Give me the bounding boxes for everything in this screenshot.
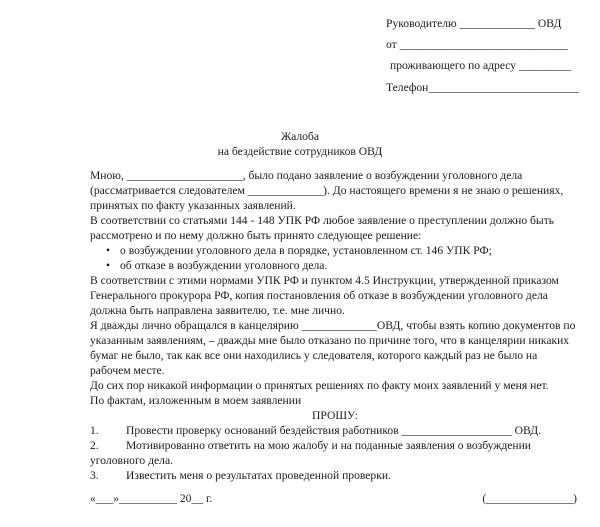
addressee-block <box>386 16 586 101</box>
bullet-item-2 <box>90 258 580 273</box>
request-item-1 <box>90 423 580 438</box>
request-item-2 <box>90 438 580 468</box>
item-number: 3. <box>90 469 99 482</box>
paragraph-5: До сих пор никакой информации о принятых решениях по факту моих заявлений у меня нет. <box>90 379 549 392</box>
item-number: 1. <box>90 424 99 437</box>
footer <box>90 491 585 507</box>
date-line: «___»__________ 20__ г. <box>90 492 213 505</box>
bullet-icon: • <box>106 244 111 257</box>
paragraph-1: Мною, ____________________, было подано заявление о возбуждении уголовного дела (рассматривается следователем _____________). До настоящего времени я не знаю о решениях, принятых по факту указанных заявлений. <box>90 169 564 212</box>
document-body <box>90 168 580 483</box>
document-title <box>0 129 600 159</box>
paragraph-6: По фактам, изложенным в моем заявлении <box>90 394 302 407</box>
request-item-3 <box>90 468 580 483</box>
phone-line: Телефон__________________________ <box>386 81 580 94</box>
item-text: Провести проверку оснований бездействия работников ___________________ ОВД. <box>126 424 542 437</box>
bullet-icon: • <box>106 259 111 272</box>
item-text: Известить меня о результатах проведенной проверки. <box>126 469 391 482</box>
bullet-text: о возбуждении уголовного дела в порядке, установленном ст. 146 УПК РФ; <box>120 244 492 257</box>
address-line: проживающего по адресу _________ <box>390 59 572 72</box>
paragraph-2: В соответствии со статьями 144 - 148 УПК РФ любое заявление о преступлении должно быть рассмотрено и по нему должно быть принято следующее решение: <box>90 214 555 242</box>
title-line-1: Жалоба <box>281 130 319 143</box>
bullet-item-1 <box>90 243 580 258</box>
item-number: 2. <box>90 439 99 452</box>
signature-line: (_______________) <box>482 492 577 505</box>
addressee-line: Руководителю _____________ ОВД <box>386 17 562 30</box>
paragraph-3: В соответствии с этими нормами УПК РФ и пунктом 4.5 Инструкции, утвержденной приказом Генерального прокурора РФ, копия постановления об отказе в возбуждении уголовного дела должна быть направлена заявителю, т.е. мне лично. <box>90 274 559 317</box>
from-line: от _____________________________ <box>386 38 568 51</box>
bullet-text: об отказе в возбуждении уголовного дела. <box>120 259 328 272</box>
request-heading: ПРОШУ: <box>311 409 359 422</box>
item-text: Мотивированно ответить на мою жалобу и на поданные заявления о возбуждении уголовного дела. <box>90 439 531 467</box>
paragraph-4: Я дважды лично обращался в канцелярию _____________ОВД, чтобы взять копию документов по указанным заявлениям, – дважды мне было отказано по причине того, что в канцелярии никаких бумаг не было, так как все они находились у следователя, которого каждый раз не было на рабочем месте. <box>90 319 576 377</box>
title-line-2: на бездействие сотрудников ОВД <box>217 145 383 158</box>
